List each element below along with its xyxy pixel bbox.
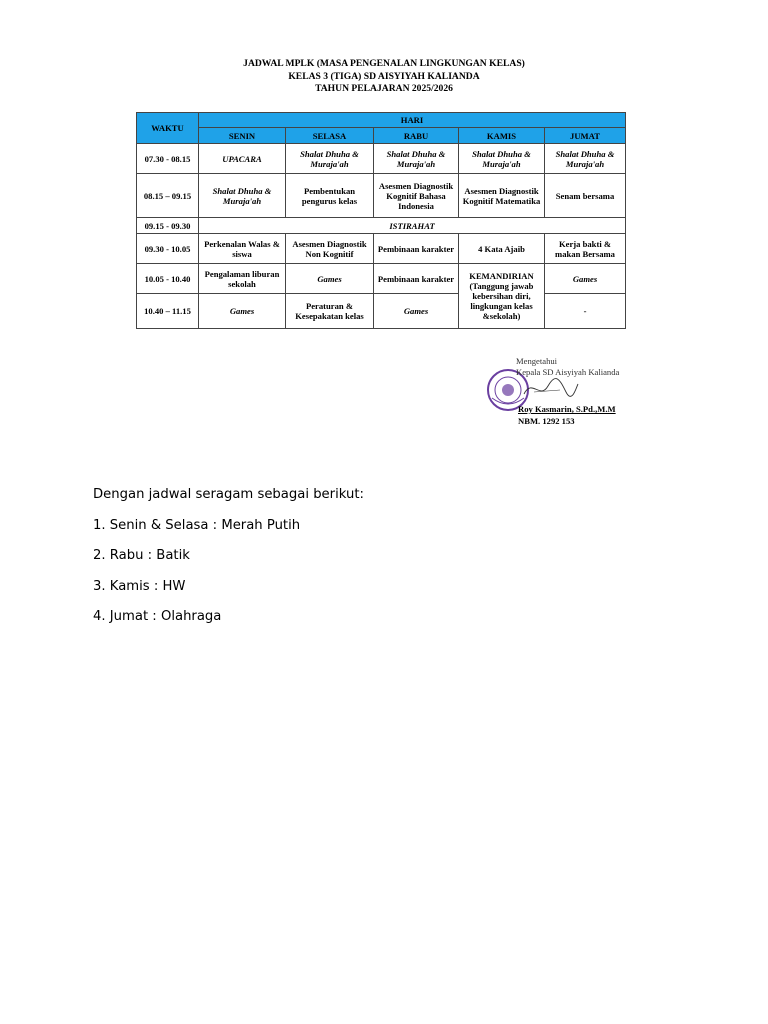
uniform-schedule (93, 480, 364, 633)
table-row (137, 144, 626, 174)
schedule-cell: UPACARA (199, 144, 286, 174)
schedule-cell: Shalat Dhuha & Muraja'ah (199, 174, 286, 218)
schedule-cell: KEMANDIRIAN (Tanggung jawab kebersihan diri, lingkungan kelas &sekolah) (459, 264, 545, 329)
break-cell: ISTIRAHAT (199, 218, 626, 234)
schedule-cell: Pembinaan karakter (374, 264, 459, 294)
schedule-cell: Games (545, 264, 626, 294)
signature-block (486, 352, 646, 428)
schedule-cell: Pembinaan karakter (374, 234, 459, 264)
uniform-intro: Dengan jadwal seragam sebagai berikut: (93, 487, 364, 502)
schedule-cell: Shalat Dhuha & Muraja'ah (459, 144, 545, 174)
schedule-cell: Games (199, 294, 286, 329)
uniform-item: 3. Kamis : HW (93, 578, 186, 594)
time-cell: 10.40 – 11.15 (137, 294, 199, 329)
header-waktu: WAKTU (137, 113, 199, 144)
table-row (137, 234, 626, 264)
day-kamis: KAMIS (459, 128, 545, 144)
time-cell: 08.15 – 09.15 (137, 174, 199, 218)
day-selasa: SELASA (286, 128, 374, 144)
schedule-cell: Asesmen Diagnostik Non Kognitif (286, 234, 374, 264)
time-cell: 09.30 - 10.05 (137, 234, 199, 264)
schedule-cell: Peraturan & Kesepakatan kelas (286, 294, 374, 329)
schedule-cell: 4 Kata Ajaib (459, 234, 545, 264)
day-senin: SENIN (199, 128, 286, 144)
time-cell: 07.30 - 08.15 (137, 144, 199, 174)
day-jumat: JUMAT (545, 128, 626, 144)
schedule-cell: Asesmen Diagnostik Kognitif Bahasa Indonesia (374, 174, 459, 218)
signature-known: Mengetahui (516, 356, 558, 366)
signature-nbm: NBM. 1292 153 (518, 416, 575, 426)
header-title: JADWAL MPLK (MASA PENGENALAN LINGKUNGAN KELAS) (243, 58, 525, 69)
table-row (137, 294, 626, 329)
schedule-cell: Games (286, 264, 374, 294)
time-cell: 10.05 - 10.40 (137, 264, 199, 294)
schedule-cell: Pembentukan pengurus kelas (286, 174, 374, 218)
header-year: TAHUN PELAJARAN 2025/2026 (315, 83, 453, 94)
schedule-cell: Kerja bakti & makan Bersama (545, 234, 626, 264)
day-rabu: RABU (374, 128, 459, 144)
schedule-cell: Shalat Dhuha & Muraja'ah (374, 144, 459, 174)
schedule-cell: Shalat Dhuha & Muraja'ah (545, 144, 626, 174)
schedule-cell: Games (374, 294, 459, 329)
header-class: KELAS 3 (TIGA) SD AISYIYAH KALIANDA (288, 70, 480, 82)
schedule-cell: Shalat Dhuha & Muraja'ah (286, 144, 374, 174)
schedule-table (136, 112, 626, 329)
uniform-item: 1. Senin & Selasa : Merah Putih (93, 517, 301, 533)
table-row (137, 218, 626, 234)
schedule-cell: - (545, 294, 626, 329)
header-hari: HARI (199, 113, 626, 128)
schedule-cell: Asesmen Diagnostik Kognitif Matematika (459, 174, 545, 218)
signature-title: Kepala SD Aisyiyah Kalianda (516, 367, 620, 377)
table-row (137, 174, 626, 218)
table-row (137, 264, 626, 294)
uniform-item: 4. Jumat : Olahraga (93, 609, 222, 624)
schedule-cell: Senam bersama (545, 174, 626, 218)
signature-name: Roy Kasmarin, S.Pd.,M.M (518, 404, 616, 414)
time-cell: 09.15 - 09.30 (137, 218, 199, 234)
schedule-cell: Pengalaman liburan sekolah (199, 264, 286, 294)
document-header (0, 58, 768, 96)
schedule-cell: Perkenalan Walas & siswa (199, 234, 286, 264)
uniform-item: 2. Rabu : Batik (93, 548, 190, 563)
signature-scribble-icon (520, 374, 580, 404)
